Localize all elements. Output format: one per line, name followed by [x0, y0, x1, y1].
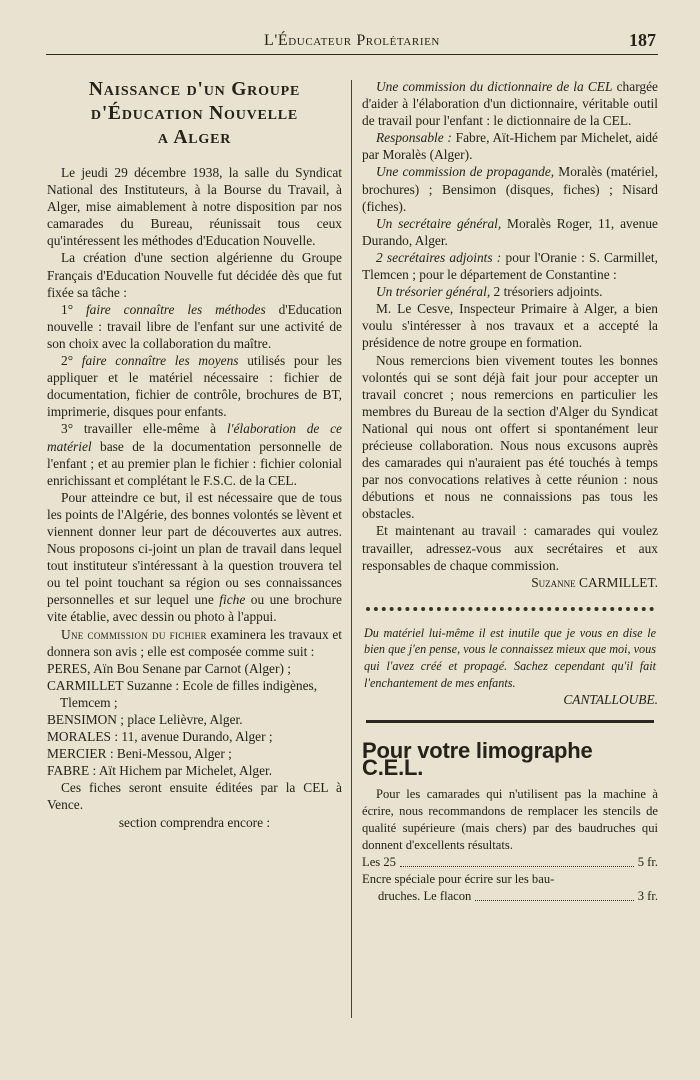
journal-title: L'Éducateur Prolétarien	[264, 32, 440, 49]
dotted-separator	[366, 607, 654, 617]
adjunct-secretaries-paragraph	[362, 249, 658, 283]
task-1-number: 1°	[61, 301, 74, 317]
price-row-1-label: Les 25	[362, 855, 396, 870]
price-row-1	[362, 854, 658, 871]
secretary-general-paragraph	[362, 215, 658, 249]
adjunct-secretaries-text: pour l'Oranie : S. Carmillet, Tlemcen ; pour le département de Constantine :	[362, 249, 658, 283]
dot-leader-1	[400, 866, 634, 867]
goal-italic: fiche	[219, 592, 246, 608]
right-column	[362, 78, 658, 905]
task-3-number: 3°	[61, 421, 74, 437]
task-2	[47, 352, 342, 420]
running-header	[46, 28, 658, 55]
column-divider	[351, 80, 352, 1018]
dot-leader-2	[475, 900, 633, 901]
title-line-3: a Alger	[157, 127, 232, 148]
member-entry-4: MORALES : 11, avenue Durando, Alger ;	[47, 729, 273, 745]
responsible-paragraph	[362, 129, 658, 163]
creation-paragraph: La création d'une section algérienne du Groupe Français d'Education Nouvelle fut décidée dès que fut fixée sa tâche :	[47, 250, 342, 300]
dictionary-text: chargée d'aider à l'élaboration d'un dictionnaire, véritable outil de travail pour l'enfant : le dictionnaire de la CEL.	[362, 79, 658, 129]
left-column	[47, 78, 342, 831]
task-3-pre: travailler elle-même à	[83, 421, 217, 437]
treasurer-text: 2 trésoriers adjoints.	[493, 284, 603, 300]
task-1-italic: faire connaître les méthodes	[85, 301, 266, 317]
price-row-2	[362, 888, 658, 905]
adjunct-secretaries-italic: 2 secrétaires adjoints :	[376, 249, 502, 265]
task-1-text: d'Education nouvelle : travail libre de l'enfant sur une activité de son choix avec la collaboration du maître.	[47, 301, 342, 351]
task-1	[47, 301, 342, 352]
ad-body: Pour les camarades qui n'utilisent pas la machine à écrire, nous recommandons de remplacer les stencils de qualité supérieure (mais chers) par des baudruches qui donnent d'excellents résultats.	[362, 787, 658, 853]
secretary-general-text: Moralès Roger, 11, avenue Durando, Alger.	[362, 215, 658, 248]
responsible-text: Fabre, Aït-Hichem par Michelet, aidé par Moralès (Alger).	[362, 130, 658, 163]
title-line-2: d'Éducation Nouvelle	[90, 103, 299, 124]
goal-text-b: ou une brochure vite établie, avec dessin ou photo à l'appui.	[47, 592, 342, 625]
member-entry-3: BENSIMON ; place Lelièvre, Alger.	[47, 712, 243, 727]
section-continues: section comprendra encore :	[118, 814, 271, 830]
commission-label: Une commission du fichier	[61, 626, 207, 642]
member-entry-6: FABRE : Aït Hichem par Michelet, Alger.	[47, 763, 273, 779]
task-3-italic: l'élaboration de ce matériel	[47, 421, 342, 454]
member-entry-2: CARMILLET Suzanne : Ecole de filles indigènes, Tlemcem ;	[47, 677, 318, 710]
task-2-number: 2°	[61, 353, 74, 369]
price-row-2-price: 3 fr.	[637, 889, 658, 904]
price-row-2-label: druches. Le flacon	[378, 889, 472, 904]
price-row-2-line-1: Encre spéciale pour écrire sur les bau-	[362, 872, 555, 887]
ad-separator	[366, 720, 654, 726]
goal-paragraph	[47, 489, 342, 626]
dictionary-paragraph	[362, 78, 658, 129]
ad-title: Pour votre limographe C.E.L.	[362, 738, 593, 781]
commission-text: examinera les travaux et donnera son avis ; elle est composée comme suit :	[47, 626, 342, 659]
intro-paragraph: Le jeudi 29 décembre 1938, la salle du Syndicat National des Instituteurs, à la Bourse du Travail, à Alger, mise aimablement à notre disposition par nos camarades du Bureau, réunissait tous ceux qu'intéressent les méthodes d'Education Nouvelle.	[47, 165, 342, 249]
cesve-paragraph: M. Le Cesve, Inspecteur Primaire à Alger, a bien voulu s'intéresser à nos travaux et a accepté la présidence de notre groupe en formation.	[362, 301, 658, 351]
closing-paragraph: Et maintenant au travail : camarades qui voulez travailler, adressez-vous aux secrétaires et aux responsables de chaque commission.	[362, 523, 658, 573]
testimonial-author: CANTALLOUBE.	[563, 692, 658, 708]
thanks-paragraph: Nous remercions bien vivement toutes les bonnes volontés qui se sont déjà fait jour pour accepter un travail concret ; nous remercions en particulier les membres du Bureau de la section d'Alger du Syndicat National qui nous ont offert si spontanément leur précieuse collaboration. Nous nous excusons auprès des camarades qui n'auraient pas été touchés à temps par nos convocations relatives à cette réunion : nous débutions et nous ne connaissions pas tous les obstacles.	[362, 352, 658, 522]
goal-text-a: Pour atteindre ce but, il est nécessaire que de tous les points de l'Algérie, des bonnes volontés se lèvent et viennent donner leur part de découvertes aux autres. Nous proposons ci-joint un plan de travail dans lequel tout instituteur s'intéressant à la question trouvera tel ou tel point touchant sa région ou ses connaissances personnelles et sur lequel une	[47, 489, 342, 608]
dictionary-italic: Une commission du dictionnaire de la CEL	[376, 79, 613, 94]
task-2-italic: faire connaître les moyens	[81, 353, 239, 369]
treasurer-paragraph	[362, 283, 658, 300]
propaganda-paragraph	[362, 163, 658, 214]
responsible-italic: Responsable :	[376, 130, 452, 146]
propaganda-italic: Une commission de propagande,	[376, 164, 555, 180]
article-title	[47, 78, 342, 150]
treasurer-italic: Un trésorier général,	[376, 284, 491, 300]
member-entry-1: PERES, Aïn Bou Senane par Carnot (Alger) ;	[47, 660, 291, 676]
member-entry-5: MERCIER : Beni-Messou, Alger ;	[47, 746, 232, 762]
task-3	[47, 420, 342, 488]
commission-paragraph	[47, 626, 342, 660]
task-3-text: base de la documentation personnelle de l'enfant ; et au premier plan le fichier : fichier colonial enrichissant et complétant le F.S.C. de la CEL.	[47, 438, 342, 488]
edited-paragraph: Ces fiches seront ensuite éditées par la CEL à Vence.	[47, 780, 342, 813]
task-2-text: utilisés pour les appliquer et le matériel nécessaire : fichier de documentation, fichier de contrôle, brochures de BT, imprimerie, disques pour enfants.	[47, 353, 342, 420]
price-row-1-price: 5 fr.	[637, 855, 658, 870]
article-signature: Suzanne CARMILLET.	[531, 574, 658, 590]
title-line-1: Naissance d'un Groupe	[88, 79, 301, 100]
propaganda-text: Moralès (matériel, brochures) ; Bensimon (disques, fiches) ; Nisard (fiches).	[362, 164, 658, 214]
secretary-general-italic: Un secrétaire général,	[376, 215, 502, 231]
page-number: 187	[629, 30, 656, 50]
testimonial-quote: Du matériel lui-même il est inutile que je vous en dise le bien que j'en pense, vous le connaissez mieux que moi, vous qui l'avez créé et propagé. Sachez cependant qu'il fait l'enchantement de mes enfants.	[364, 625, 656, 690]
